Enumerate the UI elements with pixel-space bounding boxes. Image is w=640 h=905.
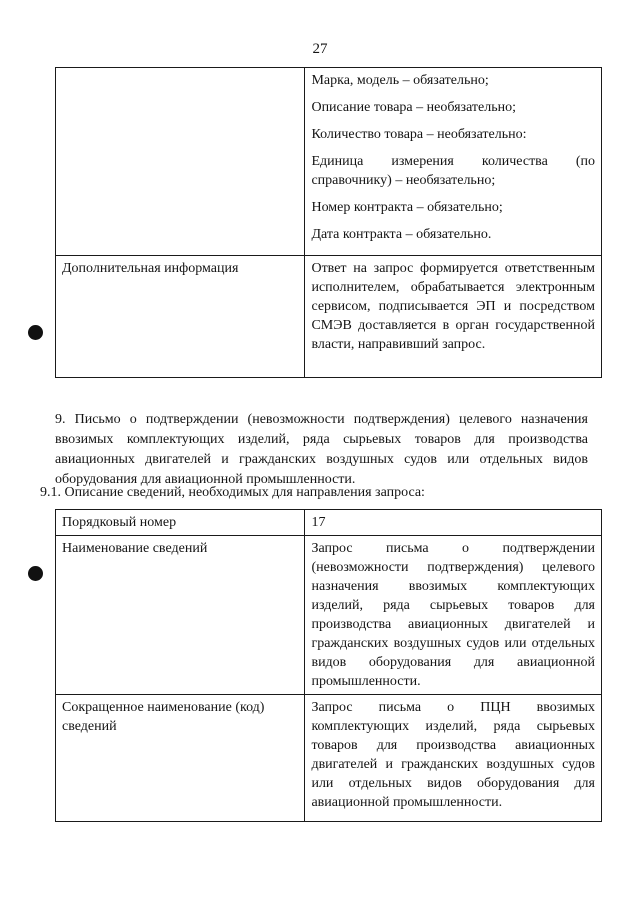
- table-row: [56, 68, 602, 256]
- table-cell-label: [56, 68, 305, 256]
- table-cell-label: Дополнительная информация: [56, 256, 305, 378]
- table-row: [56, 510, 602, 536]
- section-heading: 9. Письмо о подтверждении (невозможности подтверждения) целевого назначения ввозимых комплектующих изделий, ряда сырьевых товаров для производства авиационных двигателей и гражданских воздушных судов или отдельных видов оборудования для авиационной промышленности.: [55, 412, 588, 487]
- table-cell-label: Наименование сведений: [56, 536, 305, 695]
- field-rule-goods-description: Описание товара – необязательно;: [311, 100, 517, 115]
- table-row: [56, 695, 602, 822]
- request-description-table: [55, 509, 602, 822]
- table-row: [56, 536, 602, 695]
- page-number: 27: [312, 41, 328, 57]
- punch-hole-mark: [28, 566, 43, 581]
- table-cell-value: Запрос письма о подтверждении (невозможности подтверждения) целевого назначения ввозимых комплектующих изделий, ряда сырьевых товаров для производства авиационных двигателей и гражданских воздушных судов или отдельных видов оборудования для авиационной промышленности.: [305, 536, 602, 695]
- table-cell-value: 17: [305, 510, 602, 536]
- field-rule-goods-quantity: Количество товара – необязательно:: [311, 127, 527, 142]
- field-rule-brand-model: Марка, модель – обязательно;: [311, 73, 489, 88]
- field-rule-contract-number: Номер контракта – обязательно;: [311, 200, 503, 215]
- punch-hole-mark: [28, 325, 43, 340]
- table-row: [56, 256, 602, 378]
- field-rule-quantity-unit: Единица измерения количества (по справочнику) – необязательно;: [311, 154, 595, 188]
- subsection-heading: 9.1. Описание сведений, необходимых для направления запроса:: [40, 485, 425, 500]
- table-cell-value: Запрос письма о ПЦН ввозимых комплектующих изделий, ряда сырьевых товаров для производства авиационных двигателей и гражданских воздушных судов или отдельных видов оборудования для авиационной промышленности.: [305, 695, 602, 822]
- table-cell-label: Порядковый номер: [56, 510, 305, 536]
- requirements-table-continued: [55, 67, 602, 378]
- table-cell-value: [305, 68, 602, 256]
- table-cell-label: Сокращенное наименование (код) сведений: [56, 695, 305, 822]
- table-cell-value: Ответ на запрос формируется ответственным исполнителем, обрабатывается электронным сервисом, подписывается ЭП и посредством СМЭВ доставляется в орган государственной власти, направивший запрос.: [305, 256, 602, 378]
- field-rule-contract-date: Дата контракта – обязательно.: [311, 227, 492, 242]
